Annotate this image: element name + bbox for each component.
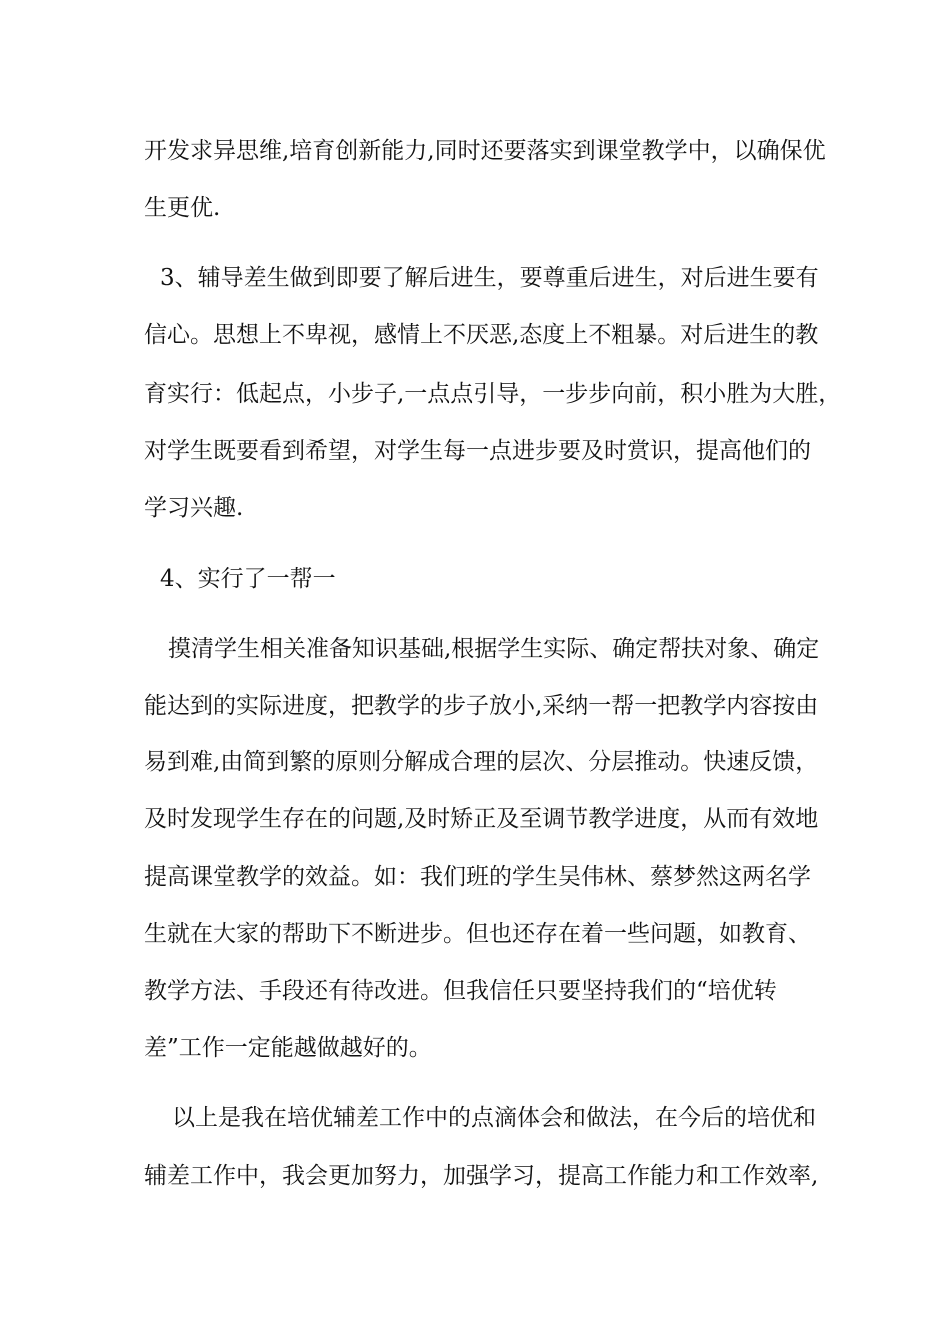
paragraph-line: 差”工作一定能越做越好的。 (144, 1035, 432, 1061)
paragraph-line: 生更优. (144, 195, 221, 221)
paragraph-line: 对学生既要看到希望，对学生每一点进步要及时赏识，提高他们的 (144, 438, 811, 464)
paragraph-line: 生就在大家的帮助下不断进步。但也还存在着一些问题，如教育、 (144, 921, 811, 947)
paragraph-line: 能达到的实际进度，把教学的步子放小,采纳一帮一把教学内容按由 (144, 693, 819, 719)
paragraph-line: 提高课堂教学的效益。如：我们班的学生吴伟林、蔡梦然这两名学 (144, 864, 811, 890)
list-item-3-line: 3、辅导差生做到即要了解后进生，要尊重后进生，对后进生要有 (160, 265, 819, 291)
paragraph-line: 辅差工作中，我会更加努力，加强学习，提高工作能力和工作效率, (144, 1163, 819, 1189)
paragraph-line: 易到难,由简到繁的原则分解成合理的层次、分层推动。快速反馈， (144, 749, 819, 775)
paragraph-line: 信心。思想上不卑视，感情上不厌恶,态度上不粗暴。对后进生的教 (144, 322, 819, 348)
list-item-4-heading: 4、实行了一帮一 (160, 566, 336, 592)
paragraph-line: 及时发现学生存在的问题,及时矫正及至调节教学进度，从而有效地 (144, 806, 819, 832)
paragraph-line: 开发求异思维,培育创新能力,同时还要落实到课堂教学中，以确保优 (144, 138, 826, 164)
paragraph-line: 摸清学生相关准备知识基础,根据学生实际、确定帮扶对象、确定 (168, 636, 820, 662)
paragraph-line: 以上是我在培优辅差工作中的点滴体会和做法，在今后的培优和 (172, 1105, 816, 1131)
paragraph-line: 育实行：低起点，小步子,一点点引导，一步步向前，积小胜为大胜， (144, 381, 842, 407)
paragraph-line: 教学方法、手段还有待改进。但我信任只要坚持我们的“培优转 (144, 978, 777, 1004)
paragraph-line: 学习兴趣. (144, 495, 244, 521)
